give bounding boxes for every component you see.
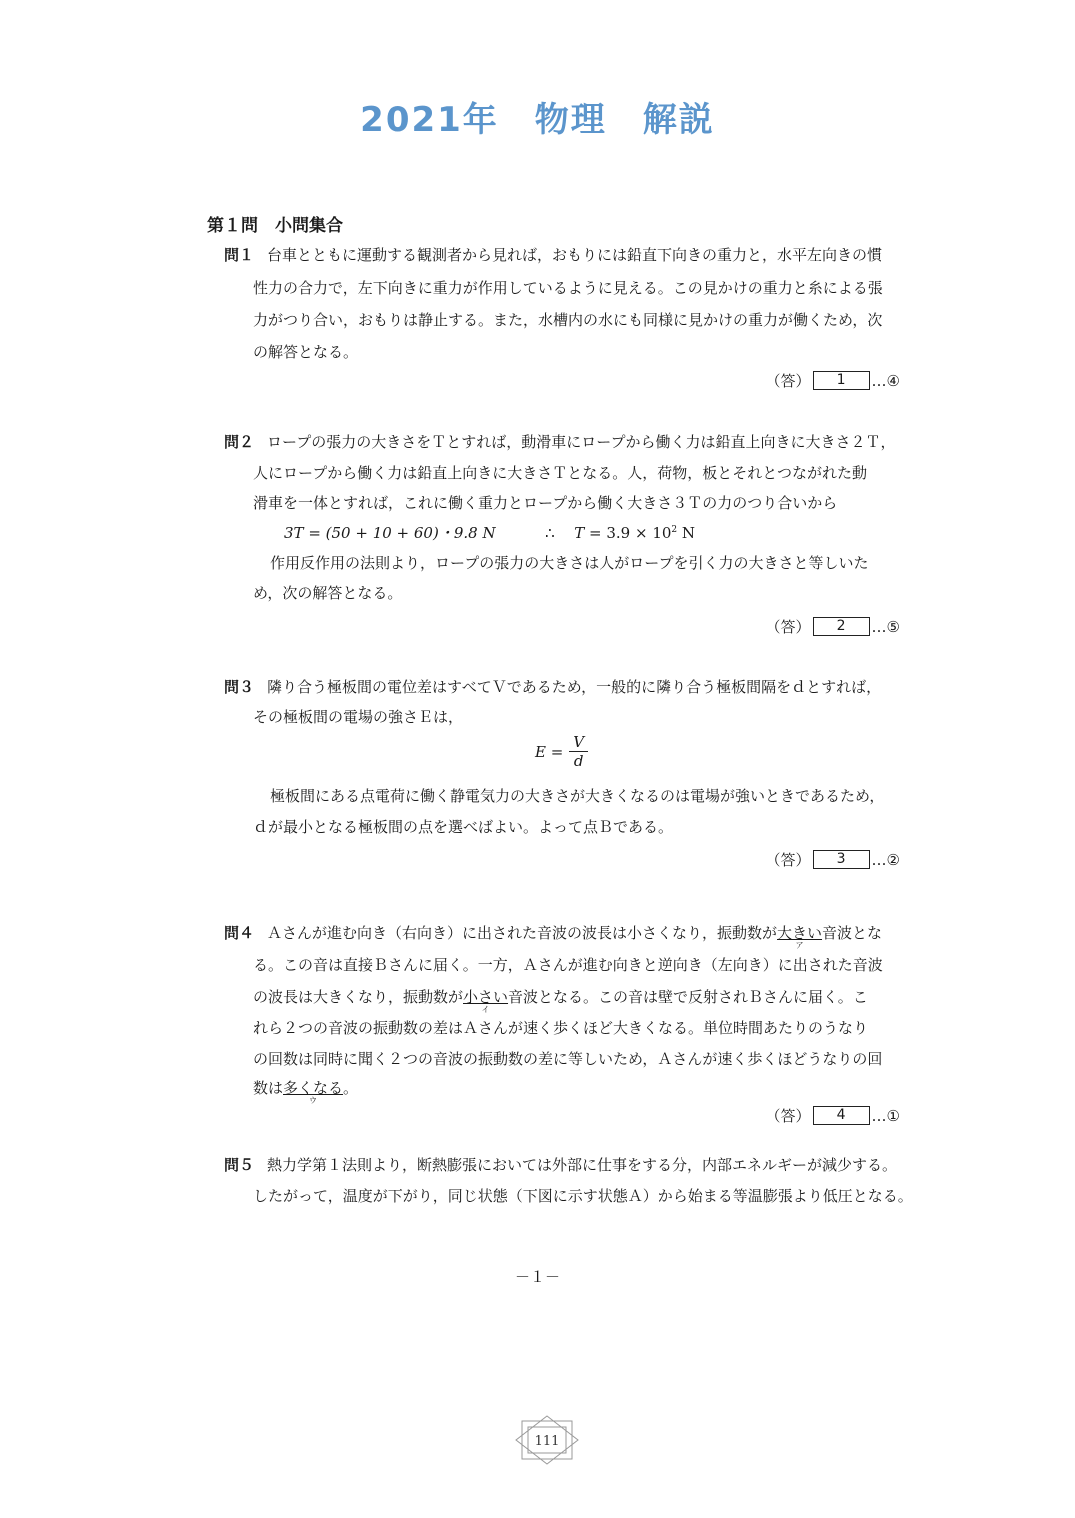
question-4-line [267,922,883,950]
question-5-line: 熱力学第１法則より，断熱膨張においては外部に仕事をする分，内部エネルギーが減少する。 [267,1156,898,1174]
page-title: 2021年 物理 解説 [360,100,715,140]
answer-choice: …⑤ [871,617,900,636]
answer-choice: …① [871,1106,900,1125]
question-2-label: 問２ [224,433,255,451]
question-1-line: の解答となる。 [253,343,359,361]
formula-fraction [569,733,588,770]
question-2-line: 人にロープから働く力は鉛直上向きに大きさＴとなる。人，荷物，板とそれとつながれた動 [253,464,867,482]
formula-electric-field [535,733,588,770]
underline-mark: イ [481,1005,490,1014]
underlined-text: 大きい [777,924,823,942]
answer-prefix: （答） [765,372,811,390]
text-span: 音波となる。この音は壁で反射されＢさんに届く。こ [508,988,868,1006]
answer-prefix: （答） [765,1107,811,1125]
answer-box: 3 [813,850,870,869]
equation-exponent: 2 [671,525,678,535]
answer-prefix: （答） [765,618,811,636]
answer-box: 2 [813,617,870,636]
question-1-label: 問１ [224,246,255,264]
underlined-term-a [777,922,823,950]
answer-box: 4 [813,1106,870,1125]
text-span: 音波とな [822,924,883,942]
equation-left: 3T = (50 + 10 + 60)・9.8 N [284,524,496,542]
question-4-label: 問４ [224,924,255,942]
equation-variable: T [574,524,585,542]
answer-choice: …④ [871,371,900,390]
question-4-line: る。この音は直接Ｂさんに届く。一方，Ａさんが進む向きと逆向き（左向き）に出された音波 [253,956,883,974]
underlined-term-i [463,986,509,1014]
text-span: 。 [343,1079,359,1097]
question-1-line: 台車とともに運動する観測者から見れば，おもりには鉛直下向きの重力と，水平左向きの慣 [267,246,883,264]
answer-choice: …② [871,850,900,869]
question-3-label: 問３ [224,678,255,696]
underlined-term-u [283,1077,344,1105]
underlined-text: 小さい [463,988,509,1006]
text-span: Ａさんが進む向き（右向き）に出された音波の波長は小さくなり，振動数が [267,924,778,942]
section-heading: 第１問 小問集合 [207,216,343,236]
equation-unit: N [677,524,696,542]
formula-numerator: V [569,733,588,752]
underline-mark: ウ [309,1096,318,1105]
equation-value: = 3.9 × 10 [584,524,672,542]
answer-row-4 [766,1105,900,1126]
text-span: 数は [253,1079,284,1097]
question-4-line: れら２つの音波の振動数の差はＡさんが速く歩くほど大きくなる。単位時間あたりのうなり [253,1019,869,1037]
question-5-label: 問５ [224,1156,255,1174]
question-5-line: したがって，温度が下がり，同じ状態（下図に示す状態Ａ）から始まる等温膨張より低圧となる。 [253,1187,913,1205]
question-4-line [253,1077,359,1105]
question-2-line: ロープの張力の大きさをＴとすれば，動滑車にロープから働く力は鉛直上向きに大きさ２Ｔ， [267,433,896,451]
formula-denominator: d [573,752,584,770]
page-number: －１－ [514,1268,560,1286]
emblem-frame-icon [512,1415,582,1465]
question-1-line: 性力の合力で，左下向きに重力が作用しているように見える。この見かけの重力と糸による張 [253,279,883,297]
underline-mark: ア [795,941,804,950]
equation-force-balance [284,522,695,543]
answer-row-2 [766,616,900,637]
question-3-line: 極板間にある点電荷に働く静電気力の大きさが大きくなるのは電場が強いときであるため， [270,787,885,805]
question-1-line: 力がつり合い，おもりは静止する。また，水槽内の水にも同様に見かけの重力が働くため，次 [253,311,883,329]
question-2-line: 作用反作用の法則より，ロープの張力の大きさは人がロープを引く力の大きさと等しいた [270,554,869,572]
question-4-line: の回数は同時に聞く２つの音波の振動数の差に等しいため，Ａさんが速く歩くほどうなりの回 [253,1050,883,1068]
answer-row-3 [766,849,900,870]
question-2-line: め，次の解答となる。 [253,584,403,602]
question-4-line [253,986,868,1014]
question-3-line: ｄが最小となる極板間の点を選べばよい。よって点Ｂである。 [253,818,674,836]
answer-prefix: （答） [765,851,811,869]
therefore-symbol: ∴ [545,524,555,542]
question-2-line: 滑車を一体とすれば，これに働く重力とロープから働く大きさ３Ｔの力のつり合いから [253,494,838,512]
answer-row-1 [766,370,900,391]
answer-box: 1 [813,371,870,390]
question-3-line: その極板間の電場の強さＥは， [253,708,464,726]
formula-lhs: E = [535,742,564,761]
text-span: の波長は大きくなり，振動数が [253,988,464,1006]
underlined-text: 多くなる [283,1079,344,1097]
question-3-line: 隣り合う極板間の電位差はすべてＶであるため，一般的に隣り合う極板間隔をｄとすれば， [267,678,882,696]
footer-emblem [512,1415,582,1465]
footer-badge-number: 111 [534,1434,560,1449]
